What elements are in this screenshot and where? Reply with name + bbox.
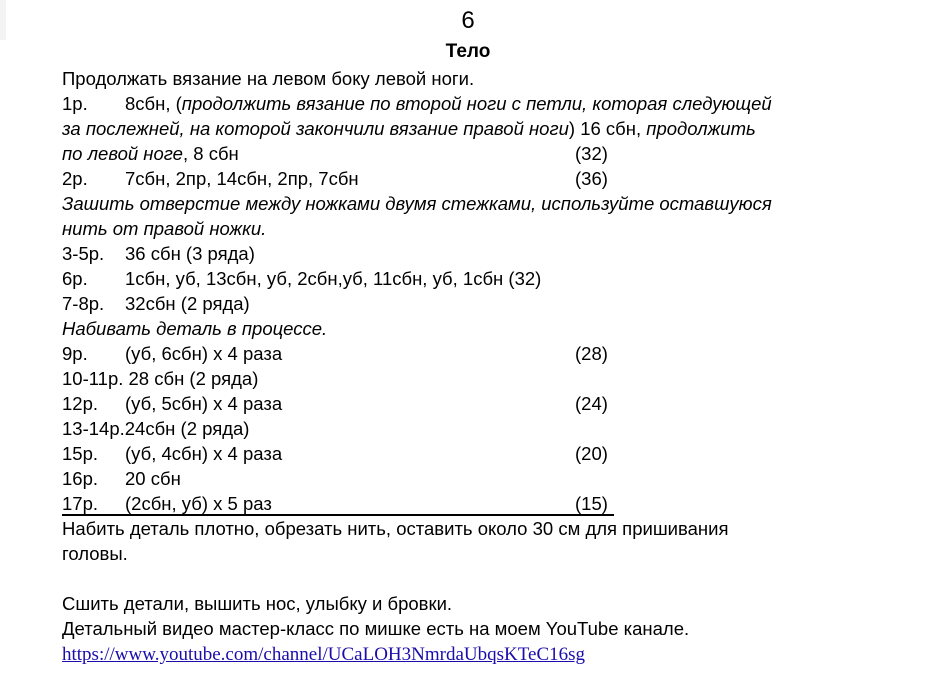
- row-3-5: [62, 241, 255, 266]
- video-note: Детальный видео мастер-класс по мишке есть на моем YouTube канале.: [62, 618, 690, 639]
- row-16: [62, 466, 181, 491]
- row-1-italic-f: по левой ноге: [62, 143, 183, 164]
- row-17: [62, 491, 608, 516]
- row-10-11: [62, 366, 258, 391]
- row-7-8-text: 32сбн (2 ряда): [125, 293, 250, 314]
- note-sew-line-1: Зашить отверстие между ножками двумя стежками, используйте оставшуюся: [62, 193, 772, 214]
- finish-text-line-1: Набить деталь плотно, обрезать нить, оставить около 30 см для пришивания: [62, 518, 729, 539]
- row-17-text: (2сбн, уб) х 5 раз: [125, 493, 272, 514]
- row-6-text: 1сбн, уб, 13сбн, уб, 2сбн,уб, 11сбн, уб, 1сбн (32): [125, 268, 542, 289]
- row-1-text: [125, 91, 772, 116]
- row-1-line-1: [62, 91, 772, 116]
- row-1-italic-e: продолжить: [646, 118, 756, 139]
- row-2-text: 7сбн, 2пр, 14сбн, 2пр, 7сбн: [125, 168, 359, 189]
- row-16-text: 20 сбн: [125, 468, 181, 489]
- row-9-text: (уб, 6сбн) х 4 раза: [125, 343, 283, 364]
- row-label: 10-11р.: [62, 368, 124, 389]
- row-label: 6р.: [62, 268, 88, 289]
- row-1-part-d: ) 16 сбн,: [568, 118, 647, 139]
- section-heading: Тело: [445, 41, 491, 62]
- row-1-part-g: , 8 сбн: [182, 143, 239, 164]
- row-label: 13-14р.: [62, 418, 125, 439]
- row-7-8: [62, 291, 250, 316]
- row-12: [62, 391, 608, 416]
- row-10-11-text: 28 сбн (2 ряда): [128, 368, 259, 389]
- row-17-count: (15): [575, 493, 608, 514]
- intro-text: Продолжать вязание на левом боку левой ноги.: [62, 68, 475, 89]
- row-1-part-a: 8сбн, (: [125, 93, 182, 114]
- row-label: 15р.: [62, 443, 99, 464]
- row-13-14: [62, 416, 249, 441]
- row-label: 16р.: [62, 468, 99, 489]
- page-number: 6: [461, 7, 475, 34]
- row-2-count: (36): [575, 168, 608, 189]
- youtube-channel-link[interactable]: https://www.youtube.com/channel/UCaLOH3NmrdaUbqsKTeC16sg: [62, 644, 586, 665]
- youtube-link-line: [62, 641, 585, 667]
- note-stuffing: Набивать деталь в процессе.: [62, 318, 328, 339]
- note-sew-line-2: нить от правой ножки.: [62, 218, 267, 239]
- row-1-italic-c: за послежней, на которой закончили вязание правой ноги: [62, 118, 569, 139]
- row-1-count: (32): [575, 143, 608, 164]
- row-12-text: (уб, 5сбн) х 4 раза: [125, 393, 283, 414]
- row-label: 1р.: [62, 93, 88, 114]
- row-12-count: (24): [575, 393, 608, 414]
- row-3-5-text: 36 сбн (3 ряда): [125, 243, 255, 264]
- row-1-italic-b: продолжить вязание по второй ноги с петли, которая следующей: [181, 93, 772, 114]
- assembly-text: Сшить детали, вышить нос, улыбку и бровки.: [62, 593, 453, 614]
- row-label: 17р.: [62, 493, 99, 514]
- row-label: 2р.: [62, 168, 88, 189]
- row-1-line-2: [62, 116, 756, 141]
- row-label: 7-8р.: [62, 293, 105, 314]
- finish-text-line-2: головы.: [62, 543, 128, 564]
- row-15-text: (уб, 4сбн) х 4 раза: [125, 443, 283, 464]
- row-13-14-text: 24сбн (2 ряда): [124, 418, 250, 439]
- row-15: [62, 441, 608, 466]
- row-label: 9р.: [62, 343, 88, 364]
- row-6: [62, 266, 542, 291]
- row-label: 3-5р.: [62, 243, 105, 264]
- row-1-line-3: [62, 141, 608, 166]
- row-2: [62, 166, 608, 191]
- row-15-count: (20): [575, 443, 608, 464]
- row-label: 12р.: [62, 393, 99, 414]
- row-9-count: (28): [575, 343, 608, 364]
- row-9: [62, 341, 608, 366]
